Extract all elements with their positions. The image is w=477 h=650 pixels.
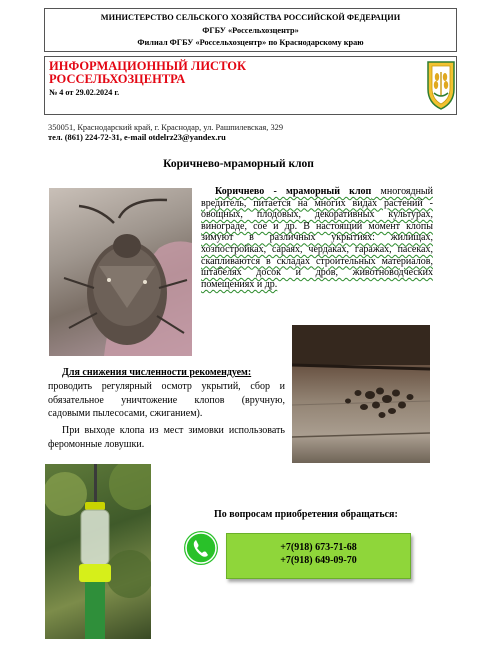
stink-bug-photo bbox=[49, 188, 192, 356]
contact-phone-email: тел. (861) 224-72-31, e-mail otdelrz23@yandex.ru bbox=[48, 133, 226, 142]
bug-name-lead: Коричнево - мраморный клоп bbox=[215, 186, 372, 197]
ministry-header bbox=[44, 8, 457, 52]
contact-address: 350051, Краснодарский край, г. Краснодар, ул. Рашпилевская, 329 тел. (861) 224-72-31, e-mail otdelrz23@yandex.ru bbox=[48, 123, 284, 142]
bug-description: Коричнево - мраморный клоп многоядный вредитель, питается на многих видах растений - овощных, плодовых, декоративных культурах, винограде, сое и др. В настоящий момент клопы зимуют в различных укрытиях: жилищах, хозпостройках, сараях, чердаках, гаражах, пасеках, скапливаются в складах строительных материалов, штабелях досок и дров, животноводческих помещениях и др. bbox=[201, 186, 433, 290]
phone-number-2[interactable]: +7(918) 649-09-70 bbox=[280, 555, 357, 566]
phone-number-1[interactable]: +7(918) 673-71-68 bbox=[280, 542, 357, 553]
ministry-name: МИНИСТЕРСТВО СЕЛЬСКОГО ХОЗЯЙСТВА РОССИЙСКОЙ ФЕДЕРАЦИИ bbox=[100, 13, 401, 22]
ministry-emblem-icon bbox=[425, 59, 457, 111]
leaflet-number: № 4 от 29.02.2024 г. bbox=[49, 88, 120, 97]
phone-numbers-box bbox=[226, 533, 411, 579]
pheromone-trap-photo bbox=[45, 464, 151, 639]
recommendations bbox=[48, 366, 285, 421]
recommendations-text: проводить регулярный осмотр укрытий, сбор и обязательное уничтожение клопов (вручную, садовыми пылесосами, сжиганием). bbox=[48, 380, 285, 420]
branch-name: Филиал ФГБУ «Россельхозцентр» по Краснодарскому краю bbox=[137, 38, 364, 47]
recommendations-lead: Для снижения численности рекомендуем: bbox=[62, 367, 252, 378]
leaflet-header bbox=[44, 56, 457, 115]
leaflet-title: ИНФОРМАЦИОННЫЙ ЛИСТОК РОССЕЛЬХОЗЦЕНТРА bbox=[49, 59, 247, 86]
org-name: ФГБУ «Россельхозцентр» bbox=[202, 25, 299, 35]
contact-question: По вопросам приобретения обращаться: bbox=[214, 509, 398, 520]
pheromone-advice: При выходе клопа из мест зимовки использовать феромонные ловушки. bbox=[48, 425, 285, 450]
phone-icon bbox=[184, 531, 218, 565]
article-title: Коричнево-мраморный клоп bbox=[163, 158, 314, 170]
bugs-on-wood-photo bbox=[292, 325, 430, 463]
